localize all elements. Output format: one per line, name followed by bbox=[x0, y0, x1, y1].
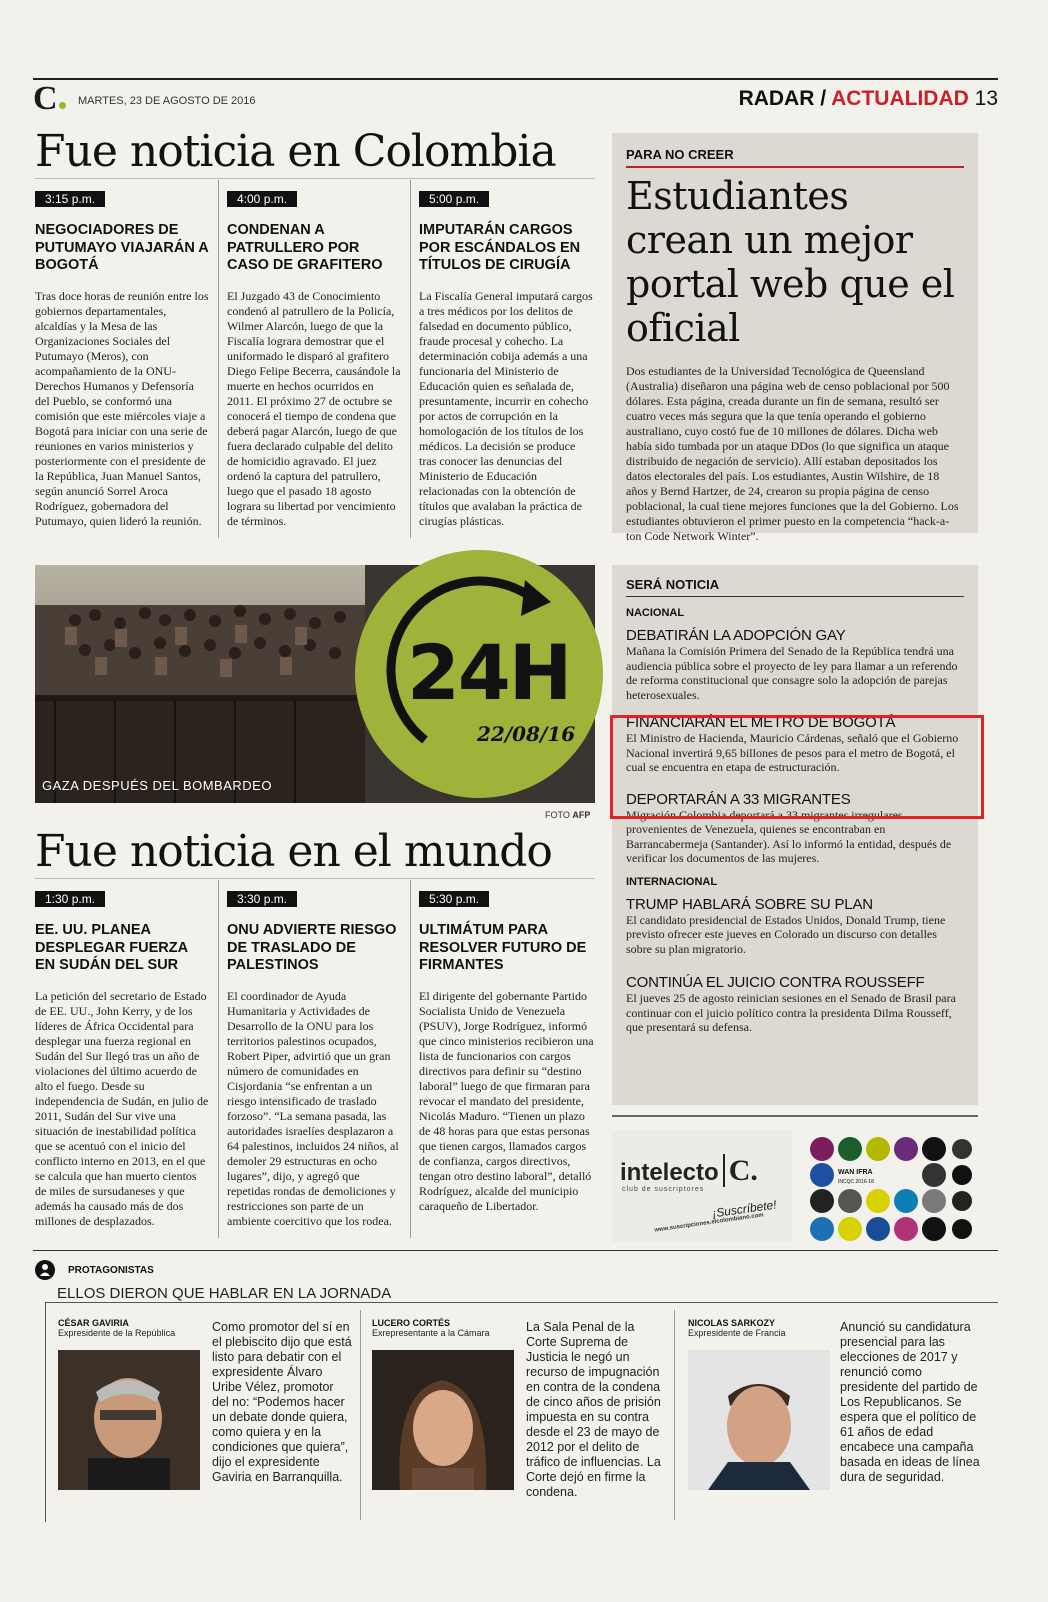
protagonistas-subtitle: ELLOS DIERON QUE HABLAR EN LA JORNADA bbox=[57, 1285, 392, 1302]
column-divider bbox=[410, 180, 411, 538]
colombia-item-1 bbox=[35, 190, 210, 529]
column-divider bbox=[360, 1310, 361, 1520]
badge-text: 24H bbox=[407, 628, 571, 717]
divider bbox=[35, 878, 595, 879]
box-title: Estudiantes crean un mejor portal web que el oficial bbox=[626, 174, 955, 350]
headline: NEGOCIADORES DE PUTUMAYO VIAJARÁN A BOGOTÁ bbox=[35, 222, 209, 273]
header-rule bbox=[33, 78, 998, 80]
headline: CONDENAN A PATRULLERO POR CASO DE GRAFITERO bbox=[227, 222, 383, 273]
person-icon bbox=[35, 1260, 55, 1280]
colombia-item-3 bbox=[419, 190, 594, 529]
ad-url[interactable]: www.suscripciones.elcolombiano.com bbox=[654, 1212, 765, 1234]
story-headline: FINANCIARÁN EL METRO DE BOGOTÁ bbox=[626, 714, 896, 731]
box-tag: SERÁ NOTICIA bbox=[626, 577, 720, 592]
dots-graphic bbox=[808, 1135, 973, 1243]
article-body: La petición del secretario de Estado de EE. UU., John Kerry, y de los líderes de África Occidental para desplegar una fuerza regional en Sudán del Sur llegó tras un año de violaciones del último acuerdo de alto el fuego. Desde su independencia de Sudán, en julio de 2011, Sudán del Sur vive una situación de inestabilidad política que se acentuó con el inicio del conflicto interno en 2013, en el que se calcula que han muerto cientos de miles de sursudaneses y que además ha causado más de dos millones de desplazados. bbox=[35, 988, 209, 1228]
section-label: RADAR / ACTUALIDAD 13 bbox=[738, 87, 998, 110]
headline: ONU ADVIERTE RIESGO DE TRASLADO DE PALESTINOS bbox=[227, 922, 397, 973]
issue-date: MARTES, 23 DE AGOSTO DE 2016 bbox=[78, 95, 256, 107]
story-headline: DEPORTARÁN A 33 MIGRANTES bbox=[626, 790, 851, 808]
person-text: Anunció su candidatura presencial para las elecciones de 2017 y renunció como presidente del partido de Los Republicanos. Se espera que el político de 61 años de edad encabece una campaña basada en ideas de línea dura de seguridad. bbox=[840, 1320, 980, 1484]
protagonistas-tag: PROTAGONISTAS bbox=[68, 1265, 154, 1276]
divider bbox=[45, 1302, 46, 1522]
award-b: INCQC 2016-18 bbox=[838, 1179, 874, 1185]
story-body: Mañana la Comisión Primera del Senado de la República tendrá una audiencia pública sobre el proyecto de ley para llamar a un referendo de reforma constitucional que consagre solo la adopción de parejas heterosexuales. bbox=[626, 644, 958, 702]
headline: ULTIMÁTUM PARA RESOLVER FUTURO DE FIRMANTES bbox=[419, 922, 587, 973]
highlight-frame bbox=[610, 715, 984, 819]
article-body: El Juzgado 43 de Conocimiento condenó al patrullero de la Policía, Wilmer Alarcón, luego de que la Fiscalía lograra demostrar que el uniformado le disparó al grafitero Diego Felipe Becerra, causándole la muerte en hechos ocurridos en 2011. El próximo 27 de octubre se conocerá el tiempo de condena que deberá pagar Alarcón, luego de que fuera declarado culpable del delito de homicidio agravado. El juez ordenó la captura del patrullero, luego que el pasado 18 agosto lograra su libertad por vencimiento de términos. bbox=[227, 288, 401, 528]
story-body: El Ministro de Hacienda, Mauricio Cárdenas, señaló que el Gobierno Nacional invertirá 9,65 billones de pesos para el metro de Bogotá, el cual se encuentra en etapa de estructuración. bbox=[626, 731, 959, 774]
mundo-item-1 bbox=[35, 890, 210, 1229]
article-body: El dirigente del gobernante Partido Socialista Unido de Venezuela (PSUV), Jorge Rodríguez, informó que cinco ministerios recibieron una lista de funcionarios con cargos directivos para definir su “destino laboral” luego de que firmaran para revocar el mandato del presidente, Nicolás Maduro. “Tienen un plazo de 48 horas para que estas personas que tienen cargos, llamados cargos de confianza, cargos directivos, tengan otro destino laboral”, detalló Rodríguez, alcalde del municipio caraqueño de Libertador. bbox=[419, 988, 594, 1213]
column-divider bbox=[674, 1310, 675, 1520]
person-role: Exrepresentante a la Cámara bbox=[372, 1328, 490, 1338]
mundo-item-3 bbox=[419, 890, 594, 1214]
badge-date: 22/08/16 bbox=[477, 722, 576, 746]
time-badge: 1:30 p.m. bbox=[35, 891, 105, 907]
column-divider bbox=[218, 180, 219, 538]
story-body: El jueves 25 de agosto reinician sesiones en el Senado de Brasil para continuar con el juicio político contra la presidenta Dilma Rousseff, que presentará su defensa. bbox=[626, 991, 956, 1034]
intelecto-ad[interactable] bbox=[612, 1130, 792, 1242]
category-international: INTERNACIONAL bbox=[626, 875, 718, 888]
person-name: LUCERO CORTÉS bbox=[372, 1318, 451, 1328]
box-tag: PARA NO CREER bbox=[626, 147, 734, 162]
headline: EE. UU. PLANEA DESPLEGAR FUERZA EN SUDÁN DEL SUR bbox=[35, 922, 188, 973]
mundo-title: Fue noticia en el mundo bbox=[35, 826, 552, 877]
mundo-item-2 bbox=[227, 890, 402, 1229]
ad-subtitle: club de suscriptores bbox=[622, 1186, 705, 1193]
avatar bbox=[372, 1350, 514, 1490]
time-badge: 5:00 p.m. bbox=[419, 191, 489, 207]
ad-cta[interactable]: ¡Suscríbete! bbox=[711, 1197, 778, 1221]
story-headline: TRUMP HABLARÁ SOBRE SU PLAN bbox=[626, 895, 873, 913]
protagonist-2 bbox=[372, 1318, 490, 1338]
rule bbox=[626, 596, 964, 597]
red-rule bbox=[626, 166, 964, 168]
colombia-title: Fue noticia en Colombia bbox=[35, 126, 556, 177]
award-dots bbox=[808, 1135, 973, 1243]
divider bbox=[35, 178, 595, 179]
story-body: Migración Colombia deportará a 33 migrantes irregulares provenientes de Venezuela, quienes se encontraban en Barrancabermeja (Santander). Así lo informó la entidad, después de verificar los documentos de las mujeres. bbox=[626, 807, 952, 865]
award-a: WAN IFRA bbox=[838, 1169, 873, 1176]
time-badge: 5:30 p.m. bbox=[419, 891, 489, 907]
photo-caption: GAZA DESPUÉS DEL BOMBARDEO bbox=[42, 778, 272, 793]
divider bbox=[612, 1115, 978, 1117]
badge-24h bbox=[355, 550, 603, 798]
column-divider bbox=[410, 880, 411, 1238]
column-divider bbox=[218, 880, 219, 1238]
divider bbox=[45, 1302, 998, 1303]
person-name: CÉSAR GAVIRIA bbox=[58, 1318, 129, 1328]
time-badge: 3:30 p.m. bbox=[227, 891, 297, 907]
protagonist-1 bbox=[58, 1318, 175, 1338]
para-no-creer-box bbox=[612, 133, 978, 543]
story-headline: CONTINÚA EL JUICIO CONTRA ROUSSEFF bbox=[626, 974, 925, 991]
person-text: La Sala Penal de la Corte Suprema de Justicia le negó un recurso de impugnación en contra de la condena de cinco años de prisión impuesta en su contra desde el 23 de mayo de 2012 por el delito de tráfico de influencias. La Corte dejó en firme la condena. bbox=[526, 1320, 661, 1499]
category-national: NACIONAL bbox=[626, 607, 685, 619]
article-body: El coordinador de Ayuda Humanitaria y Actividades de Desarrollo de la ONU para los territorios palestinos ocupados, Robert Piper, advirtió que un gran número de comunidades en Cisjordania “se enfrentan a un riesgo intensificado de traslado forzoso”. “La semana pasada, las autoridades israelíes desplazaron a 64 palestinos, incluidos 24 niños, al demoler 29 estructuras en ocho lugares”, dijo, y agregó que repetidas rondas de demoliciones y restricciones son parte de un ambiente coercitivo que los rodea. bbox=[227, 988, 399, 1228]
time-badge: 3:15 p.m. bbox=[35, 191, 105, 207]
person-name: NICOLAS SARKOZY bbox=[688, 1318, 776, 1328]
story-headline: DEBATIRÁN LA ADOPCIÓN GAY bbox=[626, 627, 846, 644]
person-role: Expresidente de Francia bbox=[688, 1328, 786, 1338]
photo-credit: FOTO AFP bbox=[545, 810, 591, 820]
avatar bbox=[58, 1350, 200, 1490]
article-body: La Fiscalía General imputará cargos a tres médicos por los delitos de falsedad en documento público, fraude procesal y cohecho. La determinación cobija además a una funcionaria del Ministerio de Educación quien es señalada de, presuntamente, incurrir en cohecho por actos de corrupción en la homologación de los títulos de los médicos. La decisión se produce tras conocer las denuncias del Ministerio de Educación relacionadas con la obtención de títulos que avalaban la práctica de cirugías plásticas. bbox=[419, 288, 593, 528]
headline: IMPUTARÁN CARGOS POR ESCÁNDALOS EN TÍTULOS DE CIRUGÍA bbox=[419, 222, 581, 273]
box-body: Dos estudiantes de la Universidad Tecnológica de Queensland (Australia) diseñaron una página web de censo poblacional por 500 dólares. Esta página, creada durante un fin de semana, resultó ser cuatro veces más segura que la que tenía operando el gobierno australiano, cuyo costó fue de 10 millones de dólares. Dicha web había sido tumbada por un ataque DDos (lo que significa un ataque distribuido de negación de servicio). Allí estaban depositados los datos electorales del país. Los estudiantes, Austin Wilshire, de 18 años y Bernd Hartzer, de 24, crearon su propia página de censo poblacional, la cual tiene mejores funciones que la del Gobierno. Los estudiantes obtuvieron el primer puesto en la competencia “hack-a-ton Code Network Winter”. bbox=[626, 364, 959, 543]
colombia-item-2 bbox=[227, 190, 402, 529]
article-body: Tras doce horas de reunión entre los gobiernos departamentales, alcaldías y la Mesa de las Organizaciones Sociales del Putumayo (Meros), con acompañamiento de la ONU-Derechos Humanos y Defensoría del Pueblo, se conformó una comisión que este miércoles viaje a Bogotá para iniciar con una serie de reuniones en varios ministerios y posteriormente con el presidente de la República, Juan Manuel Santos, según anunció Sorrel Aroca Rodríguez, gobernadora del Putumayo, quien lideró la reunión. bbox=[35, 288, 209, 528]
newspaper-logo: C bbox=[33, 82, 66, 116]
divider bbox=[33, 1250, 998, 1251]
story-body: El candidato presidencial de Estados Unidos, Donald Trump, tiene previsto ofrecer este jueves en Colorado un discurso con detalles sobre su plan migratorio. bbox=[626, 912, 946, 956]
person-role: Expresidente de la República bbox=[58, 1328, 176, 1338]
time-badge: 4:00 p.m. bbox=[227, 191, 297, 207]
person-text: Como promotor del sí en el plebiscito dijo que está listo para debatir con el expresidente Álvaro Uribe Vélez, promotor del no: “Podemos hacer un debate donde quiera, como quiera y en la condiciones que quiera”, dijo el expresidente Gaviria en Barranquilla. bbox=[212, 1320, 352, 1484]
ad-brand: intelecto C. bbox=[620, 1154, 758, 1187]
avatar bbox=[688, 1350, 830, 1490]
sera-noticia-box bbox=[612, 565, 978, 1105]
protagonist-3 bbox=[688, 1318, 786, 1338]
